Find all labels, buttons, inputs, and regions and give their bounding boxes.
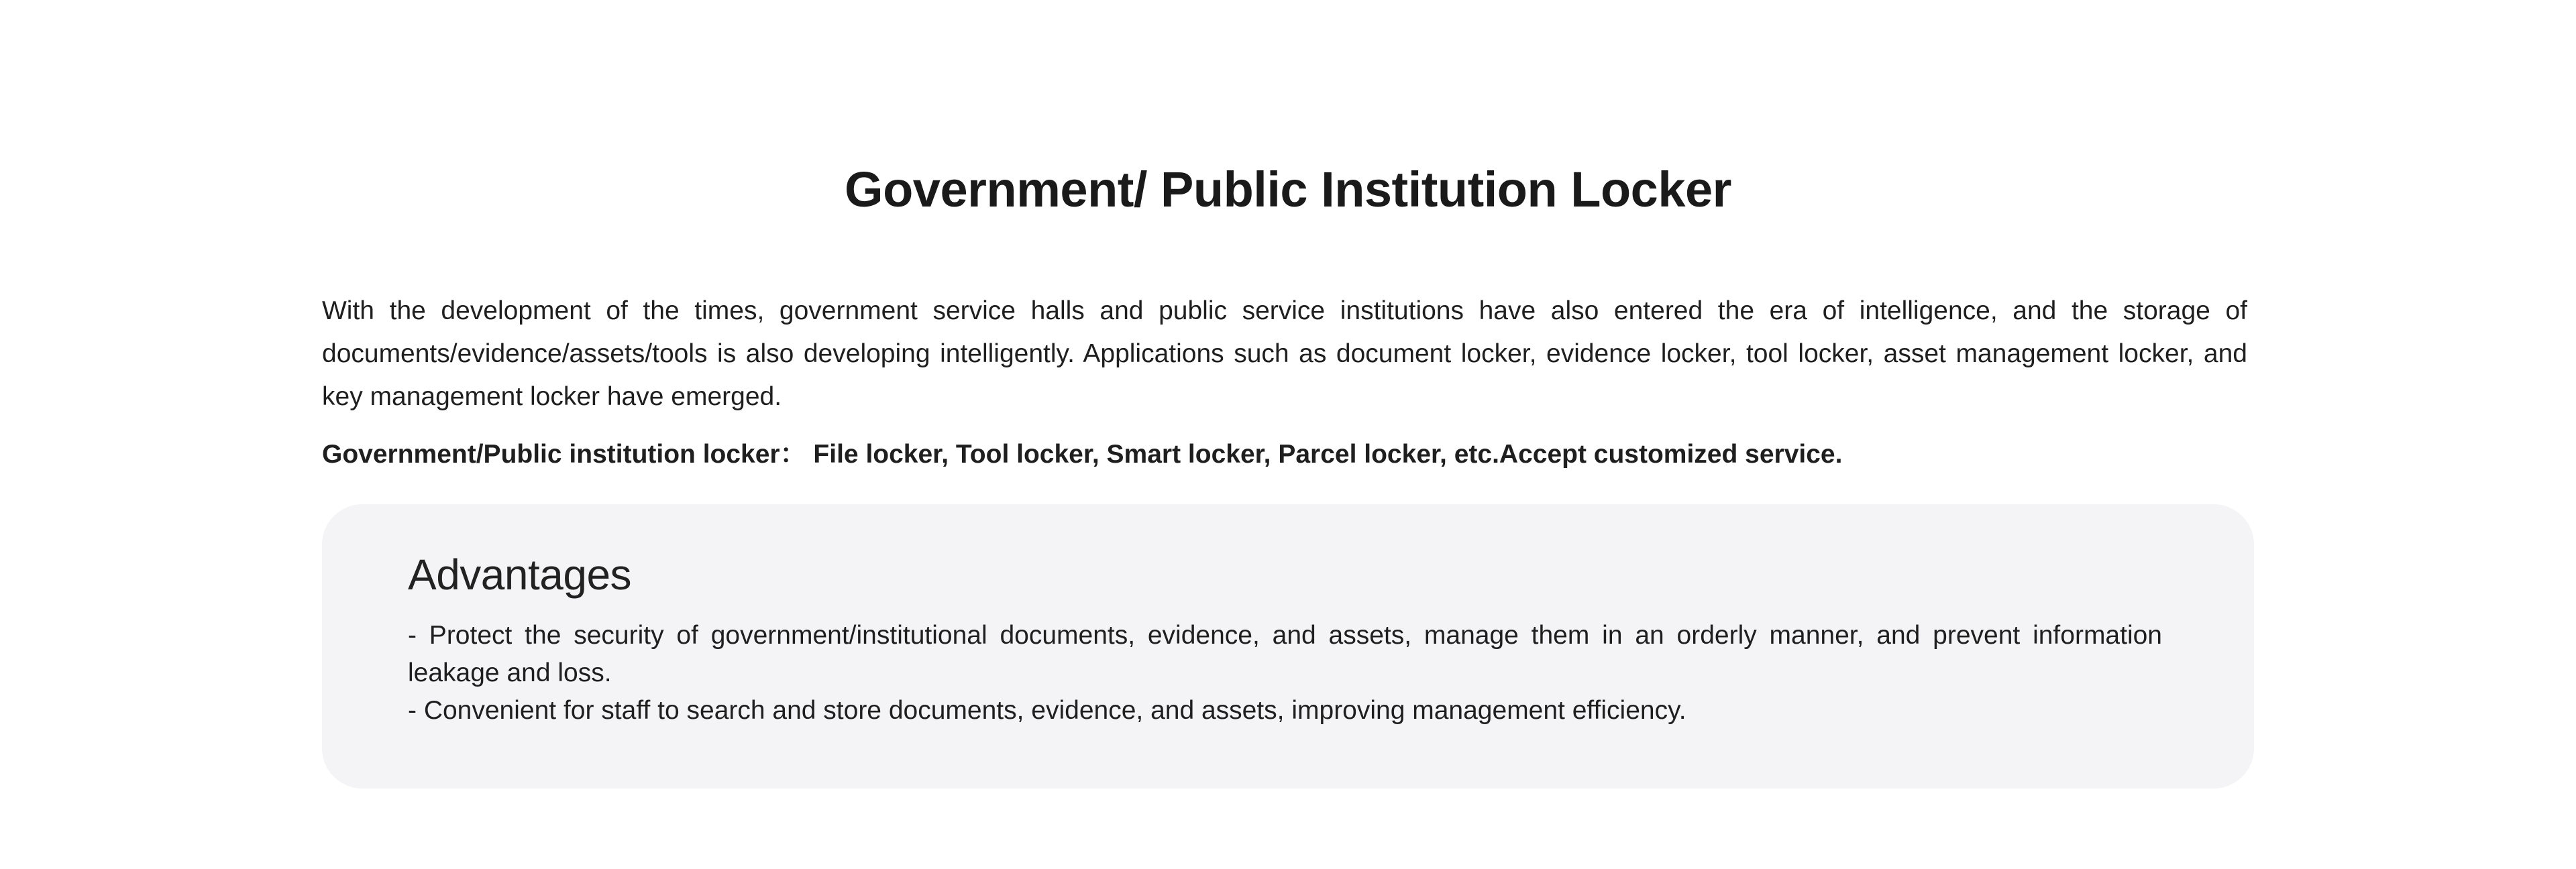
advantages-panel — [322, 504, 2254, 789]
product-types-line: Government/Public institution locker： File locker, Tool locker, Smart locker, Parcel locker, etc.Accept customized service. — [322, 440, 1843, 469]
advantage-item: - Protect the security of government/institutional documents, evidence, and assets, manage them in an orderly manner, and prevent information leakage and loss. — [408, 621, 2162, 687]
advantages-list — [408, 617, 2162, 730]
intro-paragraph: With the development of the times, government service halls and public service institutions have also entered the era of intelligence, and the storage of documents/evidence/assets/tools is also developing intelligently. Applications such as document locker, evidence locker, tool locker, asset management locker, and key management locker have emerged. — [322, 296, 2247, 411]
advantages-heading: Advantages — [408, 551, 632, 599]
page-title: Government/ Public Institution Locker — [845, 162, 1731, 217]
advantage-item: - Convenient for staff to search and store documents, evidence, and assets, improving management efficiency. — [408, 696, 1686, 725]
